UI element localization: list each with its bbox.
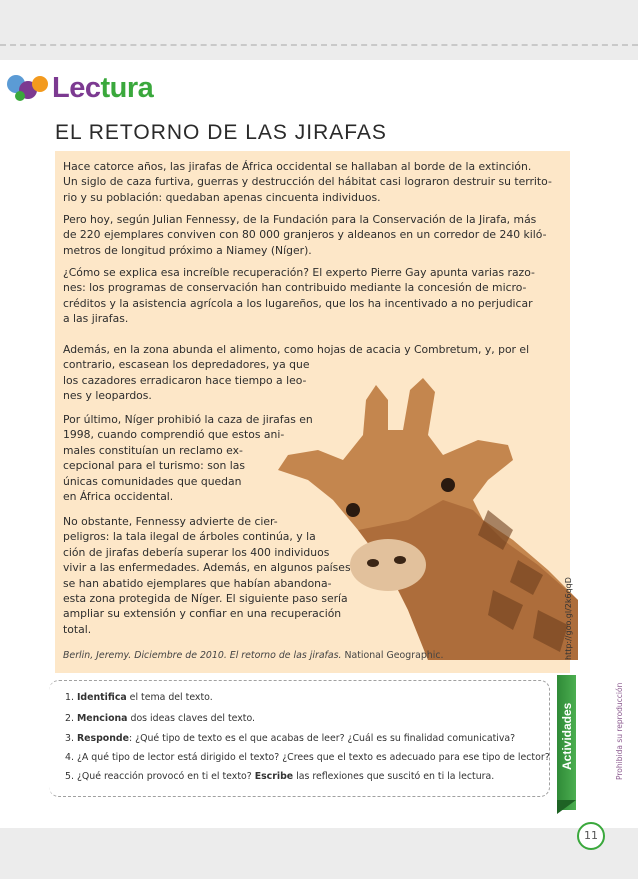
paragraph-5: Por último, Níger prohibió la caza de jirafas en 1998, cuando comprendió que estos ani- males constituían un reclamo ex- cepcional para el turismo: son las únicas comunidades que quedan en África occidental. xyxy=(63,413,313,504)
bottom-band xyxy=(0,828,638,879)
page-title: EL RETORNO DE LAS JIRAFAS xyxy=(55,121,387,144)
activity-item-1: 1. Identifica el tema del texto. xyxy=(65,692,213,703)
source-url[interactable]: http://goo.gl/2k6qqD xyxy=(564,577,573,660)
activity-item-2: 2. Menciona dos ideas claves del texto. xyxy=(65,713,256,724)
top-dashed-line xyxy=(0,44,638,46)
paragraph-2: Pero hoy, según Julian Fennessy, de la Fundación para la Conservación de la Jirafa, más de 220 ejemplares conviven con 80 000 granjeros y aldeanos en un corredor de 240 kiló- metros de longitud próximo a Niamey (Níger). xyxy=(63,213,547,257)
paragraph-6: No obstante, Fennessy advierte de cier- peligros: la tala ilegal de árboles continúa, y la ción de jirafas debería superar los 400 individuos vivir a las enfermedades. Además, en algunos países se han abatido ejemplares que habían abandona- esta zona protegida de Níger. El siguiente paso sería ampliar su extensión y confiar en una recuperación total. xyxy=(63,515,351,636)
paragraph-4: Además, en la zona abunda el alimento, como hojas de acacia y Combretum, y, por el contrario, escasean los depredadores, ya que los cazadores erradicaron hace tiempo a leo- nes y leopardos. xyxy=(63,343,530,403)
page-number: 11 xyxy=(577,822,605,850)
top-band xyxy=(0,0,638,60)
paragraph-1: Hace catorce años, las jirafas de África occidental se hallaban al borde de la extinción. Un siglo de caza furtiva, guerras y destrucción del hábitat casi lograron destruir su territo- rio y su población: quedaban apenas cincuenta individuos. xyxy=(63,160,552,204)
lectura-logo-icon xyxy=(6,70,50,104)
activity-item-3: 3. Responde: ¿Qué tipo de texto es el que acabas de leer? ¿Cuál es su finalidad comunicativa? xyxy=(65,733,516,744)
activity-item-5: 5. ¿Qué reacción provocó en ti el texto? Escribe las reflexiones que suscitó en ti la lectura. xyxy=(65,771,495,782)
logo-text-lec: Lec xyxy=(52,72,101,104)
copyright-note: Prohibida su reproducción xyxy=(615,682,624,780)
activity-item-4: 4. ¿A qué tipo de lector está dirigido el texto? ¿Crees que el texto es adecuado para ese tipo de lector? xyxy=(65,752,550,763)
logo-text-tura: tura xyxy=(100,72,154,104)
activities-tab-label: Actividades xyxy=(560,702,574,770)
paragraph-3: ¿Cómo se explica esa increíble recuperación? El experto Pierre Gay apunta varias razo- nes: los programas de conservación han contribuido mediante la concesión de micro- créditos y la asistencia agrícola a los lugareños, que los ha incentivado a no perjudicar a las jirafas. xyxy=(63,266,535,326)
section-logo-text xyxy=(52,72,153,105)
source-citation: Berlin, Jeremy. Diciembre de 2010. El retorno de las jirafas. National Geographic. xyxy=(63,650,444,661)
activities-tab-fold xyxy=(557,800,576,814)
